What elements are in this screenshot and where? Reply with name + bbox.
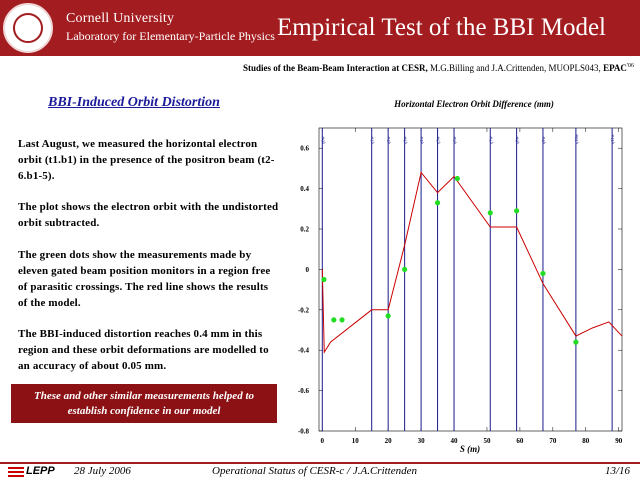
marker-label: q11w <box>610 134 616 144</box>
x-tick-label: 30 <box>417 437 425 445</box>
footer-date: 28 July 2006 <box>74 465 131 477</box>
paragraph-dots: The green dots show the measurements made by eleven gated beam position monitors in a region free of parasitic crossings. The red line shows the results of the model. <box>18 249 271 309</box>
reference-bold: Studies of the Beam-Beam Interaction at CESR, <box>243 63 428 73</box>
cornell-seal-logo <box>3 3 53 53</box>
measurement-point <box>540 271 545 276</box>
x-tick-label: 0 <box>320 437 325 445</box>
model-line <box>322 172 622 352</box>
chart-title: Horizontal Electron Orbit Difference (mm) <box>394 99 554 109</box>
orbit-chart <box>286 94 636 462</box>
plot-area <box>298 128 623 445</box>
measurement-point <box>402 267 407 272</box>
marker-label: q6w <box>452 136 458 144</box>
section-title: BBI-Induced Orbit Distortion <box>48 95 220 110</box>
measurement-point <box>321 277 326 282</box>
x-tick-label: 90 <box>615 437 623 445</box>
x-tick-label: 80 <box>582 437 590 445</box>
x-tick-label: 60 <box>516 437 524 445</box>
lepp-logo-icon <box>8 467 24 477</box>
measurement-point <box>455 176 460 181</box>
reference-sup: '06 <box>626 63 634 69</box>
lepp-logo-text: LEPP <box>26 465 55 477</box>
footer-rule <box>0 462 640 464</box>
marker-label: q2w <box>386 136 392 144</box>
marker-label: q9w <box>540 136 546 144</box>
marker-label: q0w <box>320 136 326 144</box>
x-tick-label: 40 <box>450 437 458 445</box>
marker-label: q8w <box>514 136 520 144</box>
marker-label: q7w <box>488 136 494 144</box>
measurement-point <box>573 340 578 345</box>
marker-label: q3w <box>402 136 408 144</box>
measurement-point <box>435 200 440 205</box>
y-tick-label: -0.2 <box>297 306 309 315</box>
y-tick-label: -0.4 <box>297 346 309 355</box>
x-tick-label: 10 <box>351 437 359 445</box>
y-tick-label: 0.4 <box>300 185 309 194</box>
highlight-box: These and other similar measurements helped to establish confidence in our model <box>11 384 277 423</box>
measurement-point <box>331 317 336 322</box>
marker-label: q4w <box>419 136 425 144</box>
plot-frame <box>319 128 622 431</box>
paragraph-plot: The plot shows the electron orbit with the undistorted orbit subtracted. <box>18 201 279 229</box>
paragraph-distortion: The BBI-induced distortion reaches 0.4 mm in this region and these orbit deformations are modelled to an accuracy of about 0.05 mm. <box>18 328 269 372</box>
paragraph-measurement: Last August, we measured the horizontal electron orbit (t1.b1) in the presence of the positron beam (t2-6.b1-5). <box>18 138 275 182</box>
y-tick-label: -0.8 <box>297 427 309 436</box>
lab-name: Laboratory for Elementary-Particle Physics <box>66 29 275 43</box>
header-banner <box>0 0 640 56</box>
measurement-point <box>386 313 391 318</box>
marker-label: q5w <box>435 136 441 144</box>
footer-center: Operational Status of CESR-c / J.A.Crittenden <box>212 465 418 477</box>
measurement-point <box>339 317 344 322</box>
paper-reference <box>243 63 634 73</box>
x-tick-label: 20 <box>384 437 392 445</box>
page-number: 13/16 <box>605 465 631 477</box>
x-tick-label: 70 <box>549 437 557 445</box>
org-name: Cornell University <box>66 11 175 26</box>
y-tick-label: 0.6 <box>300 144 309 153</box>
y-tick-label: -0.6 <box>297 387 309 396</box>
x-tick-label: 50 <box>483 437 491 445</box>
y-tick-label: 0 <box>305 265 309 274</box>
seal-inner-ring <box>13 13 43 43</box>
x-axis-label: S (m) <box>459 444 481 454</box>
measurement-point <box>488 210 493 215</box>
reference-rest: M.G.Billing and J.A.Crittenden, MUOPLS043, <box>427 63 604 73</box>
reference-conf: EPAC <box>603 63 627 73</box>
y-tick-label: 0.2 <box>300 225 309 234</box>
measurement-point <box>514 208 519 213</box>
marker-label: q1w <box>369 136 375 144</box>
marker-label: q10w <box>573 134 579 144</box>
slide-title: Empirical Test of the BBI Model <box>277 14 606 41</box>
